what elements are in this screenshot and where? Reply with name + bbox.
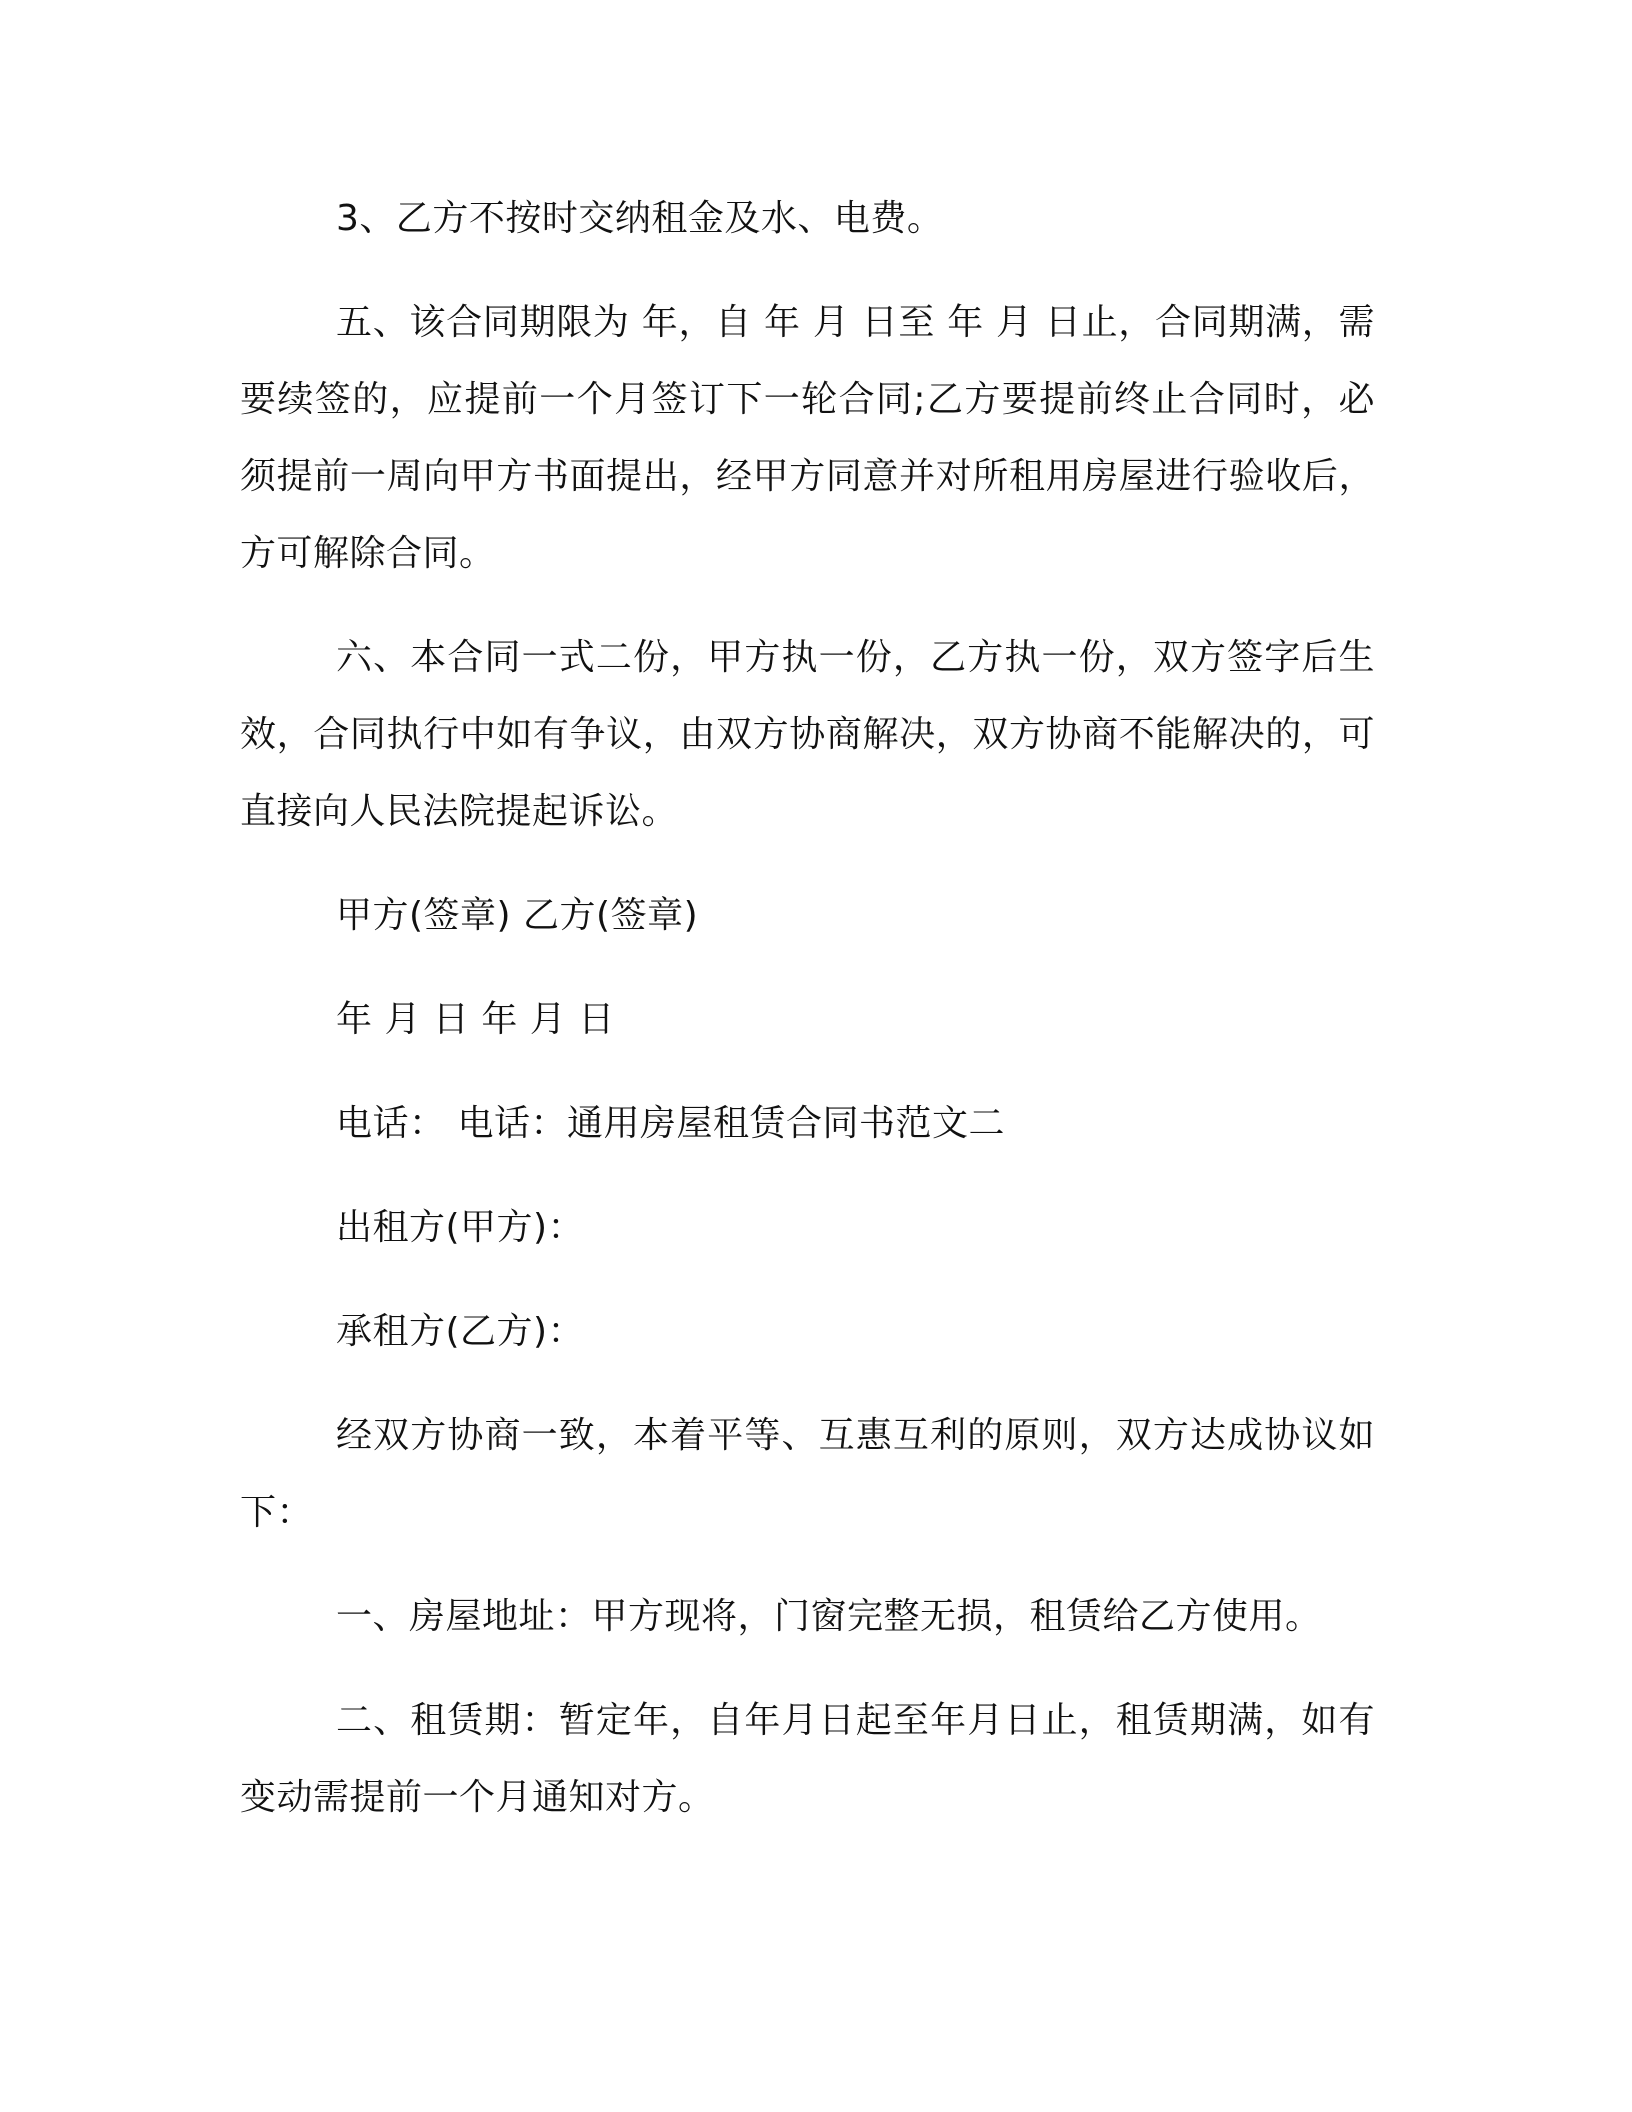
clause-3-rent-payment: 3、乙方不按时交纳租金及水、电费。 xyxy=(336,198,944,239)
clause-6-copies-disputes: 六、本合同一式二份，甲方执一份，乙方执一份，双方签字后生效，合同执行中如有争议，由双方协商解决，双方协商不能解决的，可直接向人民法院提起诉讼。 xyxy=(240,637,1375,832)
signature-line: 甲方(签章) 乙方(签章) xyxy=(336,895,699,936)
lessor-line: 出租方(甲方)： xyxy=(336,1207,585,1248)
lessee-line: 承租方(乙方)： xyxy=(336,1311,585,1352)
clause-2-lease-period: 二、租赁期：暂定年，自年月日起至年月日止，租赁期满，如有变动需提前一个月通知对方。 xyxy=(240,1700,1375,1818)
date-line: 年 月 日 年 月 日 xyxy=(336,999,615,1040)
document-body xyxy=(240,180,1375,1863)
clause-1-address: 一、房屋地址：甲方现将，门窗完整无损，租赁给乙方使用。 xyxy=(336,1596,1322,1637)
phone-line-and-heading: 电话： 电话：通用房屋租赁合同书范文二 xyxy=(336,1103,1005,1144)
agreement-intro: 经双方协商一致，本着平等、互惠互利的原则，双方达成协议如下： xyxy=(240,1415,1375,1533)
clause-5-contract-term: 五、该合同期限为 年，自 年 月 日至 年 月 日止，合同期满，需要续签的，应提前一个月签订下一轮合同;乙方要提前终止合同时，必须提前一周向甲方书面提出，经甲方同意并对所租用房屋进行验收后，方可解除合同。 xyxy=(240,302,1375,574)
